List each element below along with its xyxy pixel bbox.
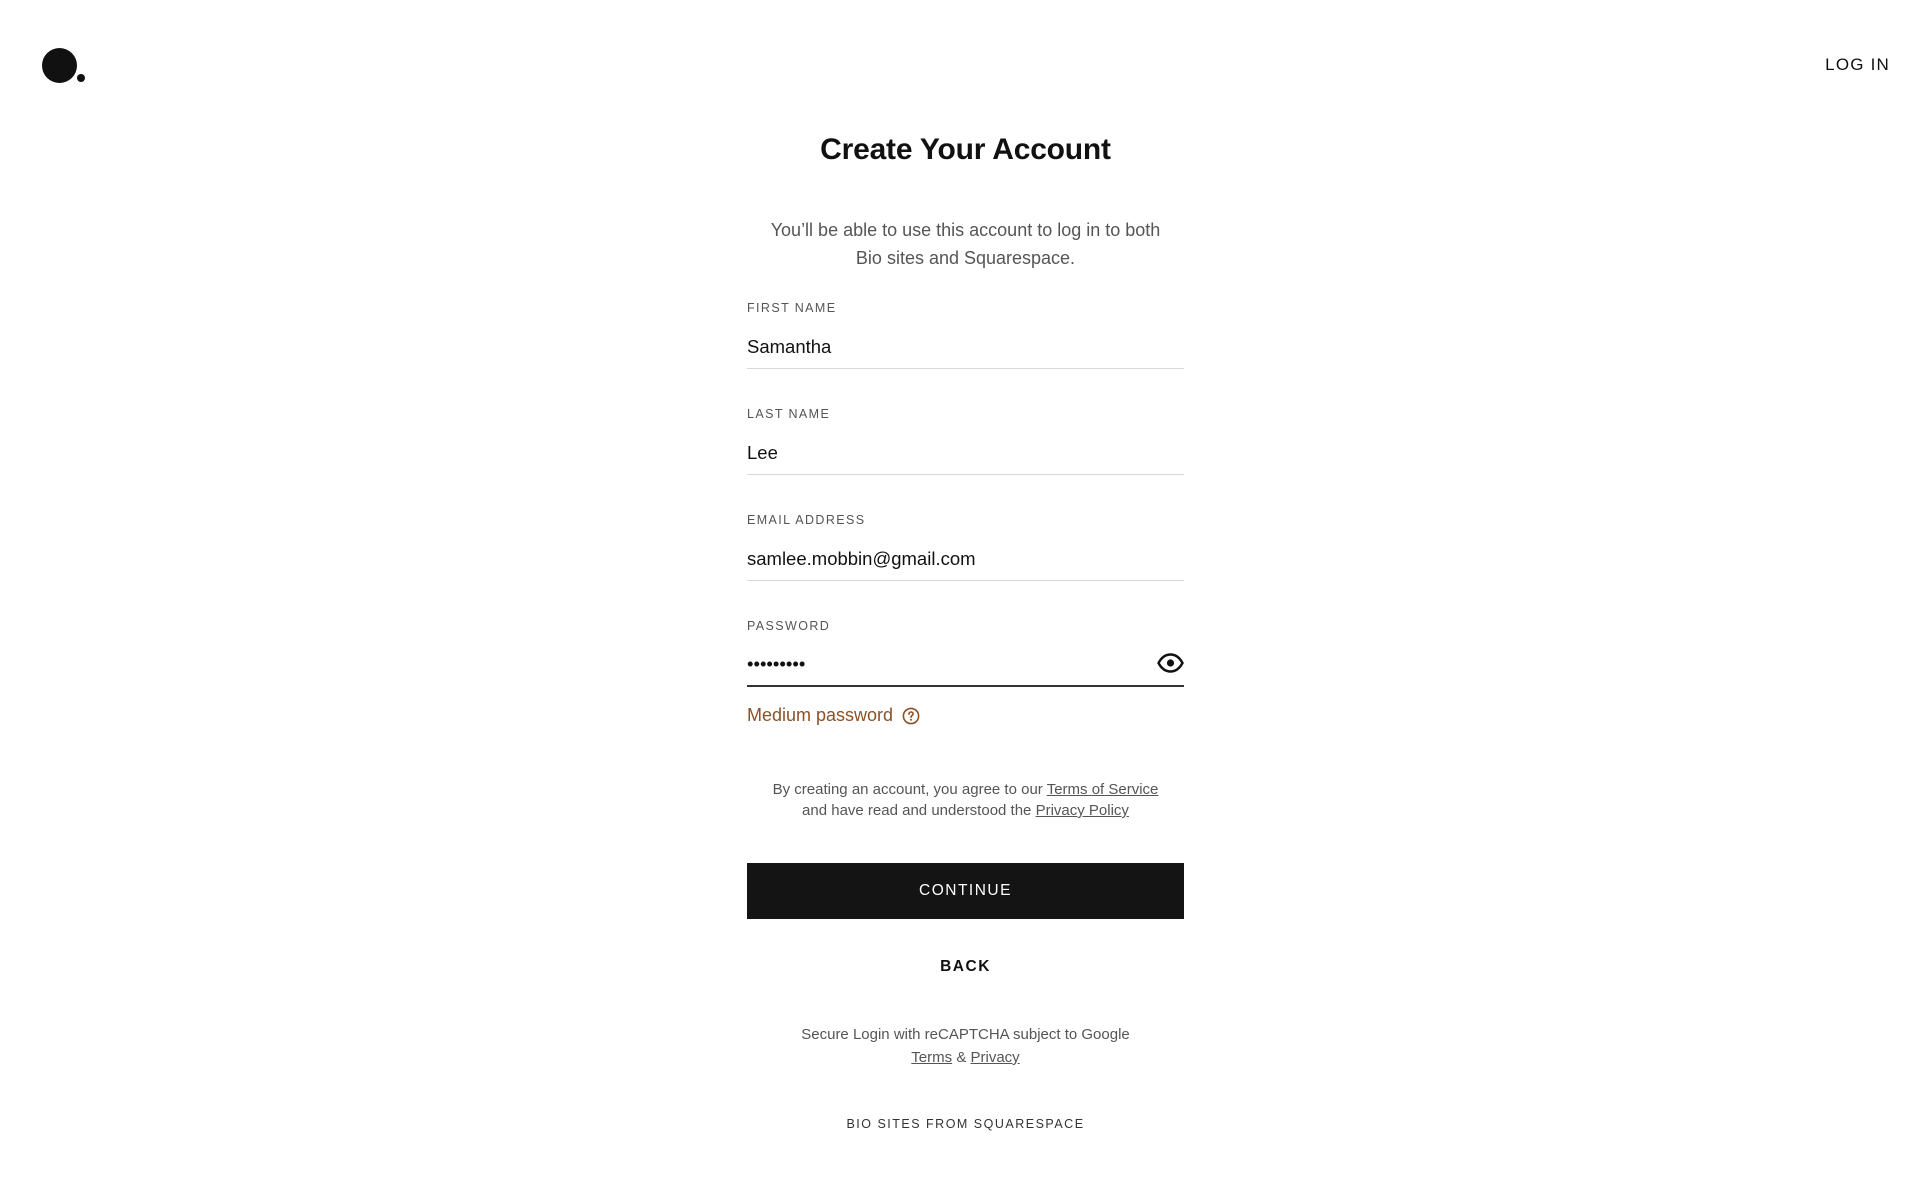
logo-large-dot [42, 48, 77, 83]
email-label: EMAIL ADDRESS [747, 513, 866, 527]
logo-small-dot [77, 74, 85, 82]
eye-icon[interactable] [1157, 653, 1184, 673]
first-name-label: FIRST NAME [747, 301, 837, 315]
legal-text [717, 779, 1214, 821]
password-label: PASSWORD [747, 619, 831, 633]
recaptcha-notice [717, 1023, 1214, 1069]
password-input[interactable] [747, 643, 1184, 687]
first-name-input[interactable] [747, 325, 1184, 369]
recaptcha-line-2 [717, 1046, 1214, 1069]
question-circle-icon[interactable] [902, 707, 920, 725]
google-terms-link[interactable]: Terms [911, 1049, 953, 1066]
subtitle-line-1: You’ll be able to use this account to log in to both [770, 220, 1161, 240]
last-name-label: LAST NAME [747, 407, 831, 421]
legal-line-1 [717, 779, 1214, 800]
recaptcha-ampersand: & [956, 1049, 967, 1066]
subtitle-line-2: Bio sites and Squarespace. [855, 248, 1076, 268]
recaptcha-line-1: Secure Login with reCAPTCHA subject to Google [801, 1026, 1130, 1043]
google-privacy-link[interactable]: Privacy [970, 1049, 1020, 1066]
email-field [747, 513, 1184, 583]
last-name-input[interactable] [747, 431, 1184, 475]
first-name-field [747, 301, 1184, 371]
password-strength [747, 705, 920, 726]
password-strength-text: Medium password [747, 705, 894, 725]
password-field [747, 619, 1184, 689]
privacy-policy-link[interactable]: Privacy Policy [1035, 802, 1129, 819]
legal-line-2-prefix: and have read and understood the [802, 802, 1032, 819]
login-link[interactable]: LOG IN [1825, 55, 1890, 74]
terms-of-service-link[interactable]: Terms of Service [1046, 781, 1159, 798]
squarespace-bio-logo[interactable] [42, 48, 86, 84]
legal-line-1-prefix: By creating an account, you agree to our [772, 781, 1043, 798]
legal-line-2 [717, 800, 1214, 821]
page-title: Create Your Account [820, 133, 1111, 166]
back-button[interactable]: BACK [940, 958, 991, 975]
continue-button[interactable]: CONTINUE [747, 863, 1184, 919]
footer-brand: BIO SITES FROM SQUARESPACE [846, 1117, 1085, 1131]
last-name-field [747, 407, 1184, 477]
email-input[interactable] [747, 537, 1184, 581]
page-subtitle [707, 216, 1224, 272]
